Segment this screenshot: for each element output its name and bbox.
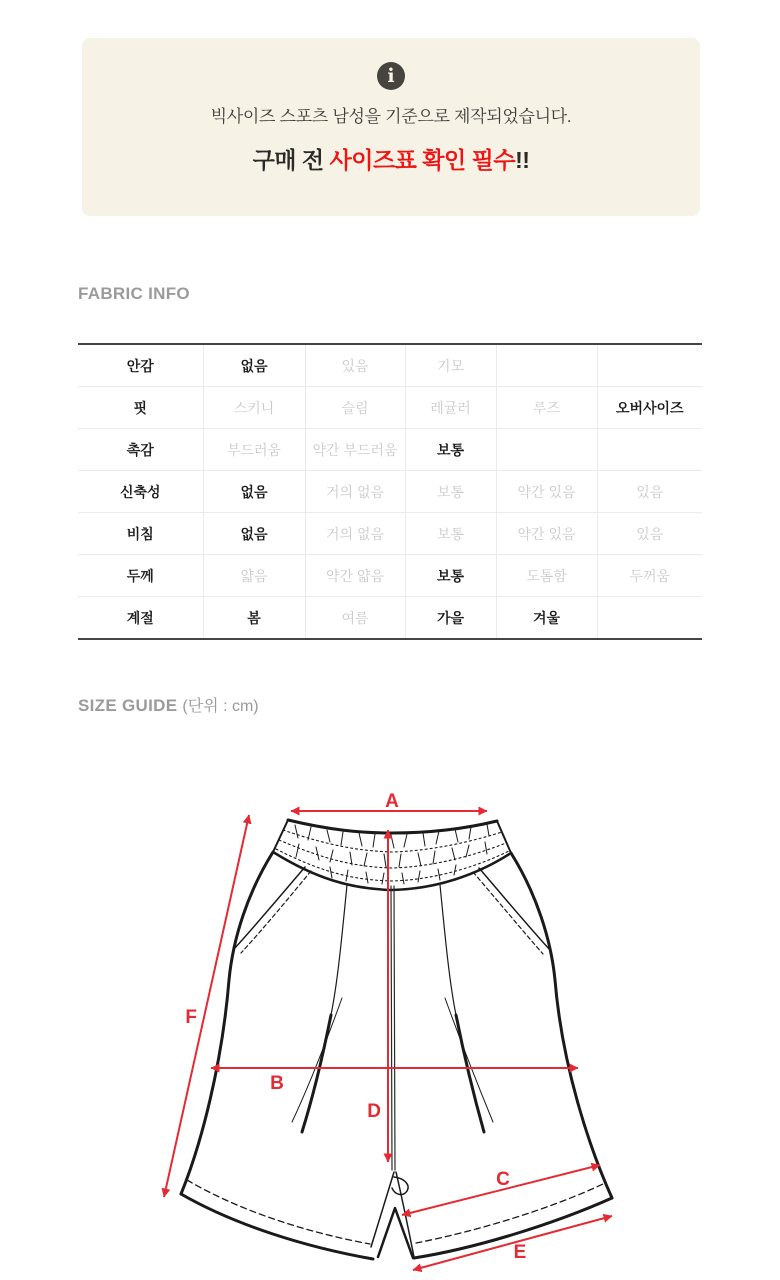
measurement-labels xyxy=(185,791,526,1263)
fabric-cell: 약간 있음 xyxy=(496,471,597,513)
shorts-outline xyxy=(181,820,612,1259)
fabric-cell: 두꺼움 xyxy=(597,555,702,597)
waistband-right-edge xyxy=(497,821,511,853)
measure-label-b: B xyxy=(270,1073,284,1094)
measure-arrow-f xyxy=(164,815,249,1197)
vent-notch xyxy=(378,1208,413,1258)
fabric-cell xyxy=(496,344,597,387)
fabric-row xyxy=(78,429,702,471)
fabric-cell: 여름 xyxy=(305,597,405,640)
measure-label-f: F xyxy=(185,1007,197,1028)
fabric-cell: 도톰함 xyxy=(496,555,597,597)
right-pleat-lower xyxy=(456,1015,484,1132)
fabric-row-label: 두께 xyxy=(78,555,203,597)
shorts-diagram xyxy=(0,770,780,1280)
notice-line2-prefix: 구매 전 xyxy=(252,147,330,173)
fabric-cell: 없음 xyxy=(203,513,305,555)
fabric-cell: 약간 있음 xyxy=(496,513,597,555)
fabric-row xyxy=(78,344,702,387)
vent-left-inner-edge xyxy=(371,1172,394,1247)
fabric-cell: 루즈 xyxy=(496,387,597,429)
size-guide-heading xyxy=(78,693,259,716)
fabric-table xyxy=(78,343,702,640)
fabric-cell: 거의 없음 xyxy=(305,471,405,513)
fabric-cell xyxy=(597,597,702,640)
fabric-row-label: 신축성 xyxy=(78,471,203,513)
notice-banner xyxy=(82,38,700,216)
fabric-cell: 레귤러 xyxy=(405,387,496,429)
right-pocket-stitch xyxy=(473,872,543,954)
right-pleat-upper xyxy=(440,885,456,1015)
waistband-bottom xyxy=(273,852,511,890)
fabric-cell: 없음 xyxy=(203,344,305,387)
measure-label-e: E xyxy=(513,1242,527,1263)
fabric-row-label: 비침 xyxy=(78,513,203,555)
left-pleat-lower xyxy=(302,1015,331,1132)
fabric-cell: 기모 xyxy=(405,344,496,387)
size-guide-title: SIZE GUIDE xyxy=(78,696,178,715)
fabric-cell: 없음 xyxy=(203,471,305,513)
notice-line2 xyxy=(82,142,700,175)
fabric-row-label: 안감 xyxy=(126,357,154,374)
fabric-cell: 부드러움 xyxy=(203,429,305,471)
measure-arrow-e xyxy=(413,1216,612,1270)
notice-line2-suffix: !! xyxy=(515,147,530,173)
waistband-left-edge xyxy=(273,820,288,852)
fabric-row-label: 핏 xyxy=(78,387,203,429)
fabric-cell: 봄 xyxy=(203,597,305,640)
fabric-cell: 오버사이즈 xyxy=(597,387,702,429)
fabric-cell xyxy=(597,429,702,471)
waistband-top xyxy=(288,820,497,833)
info-icon xyxy=(377,62,405,90)
fabric-row xyxy=(78,513,702,555)
fabric-table-body xyxy=(78,344,702,639)
center-front-line xyxy=(391,886,395,1170)
fabric-cell: 거의 없음 xyxy=(305,513,405,555)
measure-label-d: D xyxy=(367,1101,381,1122)
measurement-arrows xyxy=(164,811,612,1270)
fabric-cell: 약간 부드러움 xyxy=(305,429,405,471)
fabric-cell: 겨울 xyxy=(496,597,597,640)
fabric-row-label: 촉감 xyxy=(78,429,203,471)
fabric-cell: 있음 xyxy=(305,344,405,387)
fabric-row xyxy=(78,555,702,597)
left-pleat-upper xyxy=(331,885,347,1015)
fabric-row xyxy=(78,387,702,429)
fabric-cell: 약간 얇음 xyxy=(305,555,405,597)
fabric-cell: 슬림 xyxy=(305,387,405,429)
right-outer-seam xyxy=(511,853,612,1198)
size-guide-unit: (단위 : cm) xyxy=(182,698,259,715)
notice-line2-highlight: 사이즈표 확인 필수 xyxy=(329,147,516,173)
fabric-cell: 보통 xyxy=(405,429,496,471)
fabric-info-heading: FABRIC INFO xyxy=(78,284,190,303)
fabric-row xyxy=(78,471,702,513)
notice-line1: 빅사이즈 스포츠 남성을 기준으로 제작되었습니다. xyxy=(210,107,572,126)
fabric-cell: 보통 xyxy=(405,555,496,597)
left-hem xyxy=(181,1194,373,1259)
fabric-cell: 있음 xyxy=(597,513,702,555)
fabric-row-label: 계절 xyxy=(78,597,203,640)
measure-label-a: A xyxy=(385,791,399,812)
fabric-cell xyxy=(597,344,702,387)
info-icon-glyph: i xyxy=(387,65,395,87)
fabric-cell xyxy=(496,429,597,471)
fabric-cell: 얇음 xyxy=(203,555,305,597)
fabric-cell: 보통 xyxy=(405,513,496,555)
measure-label-c: C xyxy=(496,1169,510,1190)
fabric-cell: 있음 xyxy=(597,471,702,513)
right-crease xyxy=(445,998,493,1122)
fabric-cell: 스키니 xyxy=(203,387,305,429)
left-crease xyxy=(292,998,342,1122)
fabric-row xyxy=(78,597,702,640)
fabric-cell: 보통 xyxy=(405,471,496,513)
fabric-cell: 가을 xyxy=(405,597,496,640)
left-pocket-stitch xyxy=(241,871,311,953)
